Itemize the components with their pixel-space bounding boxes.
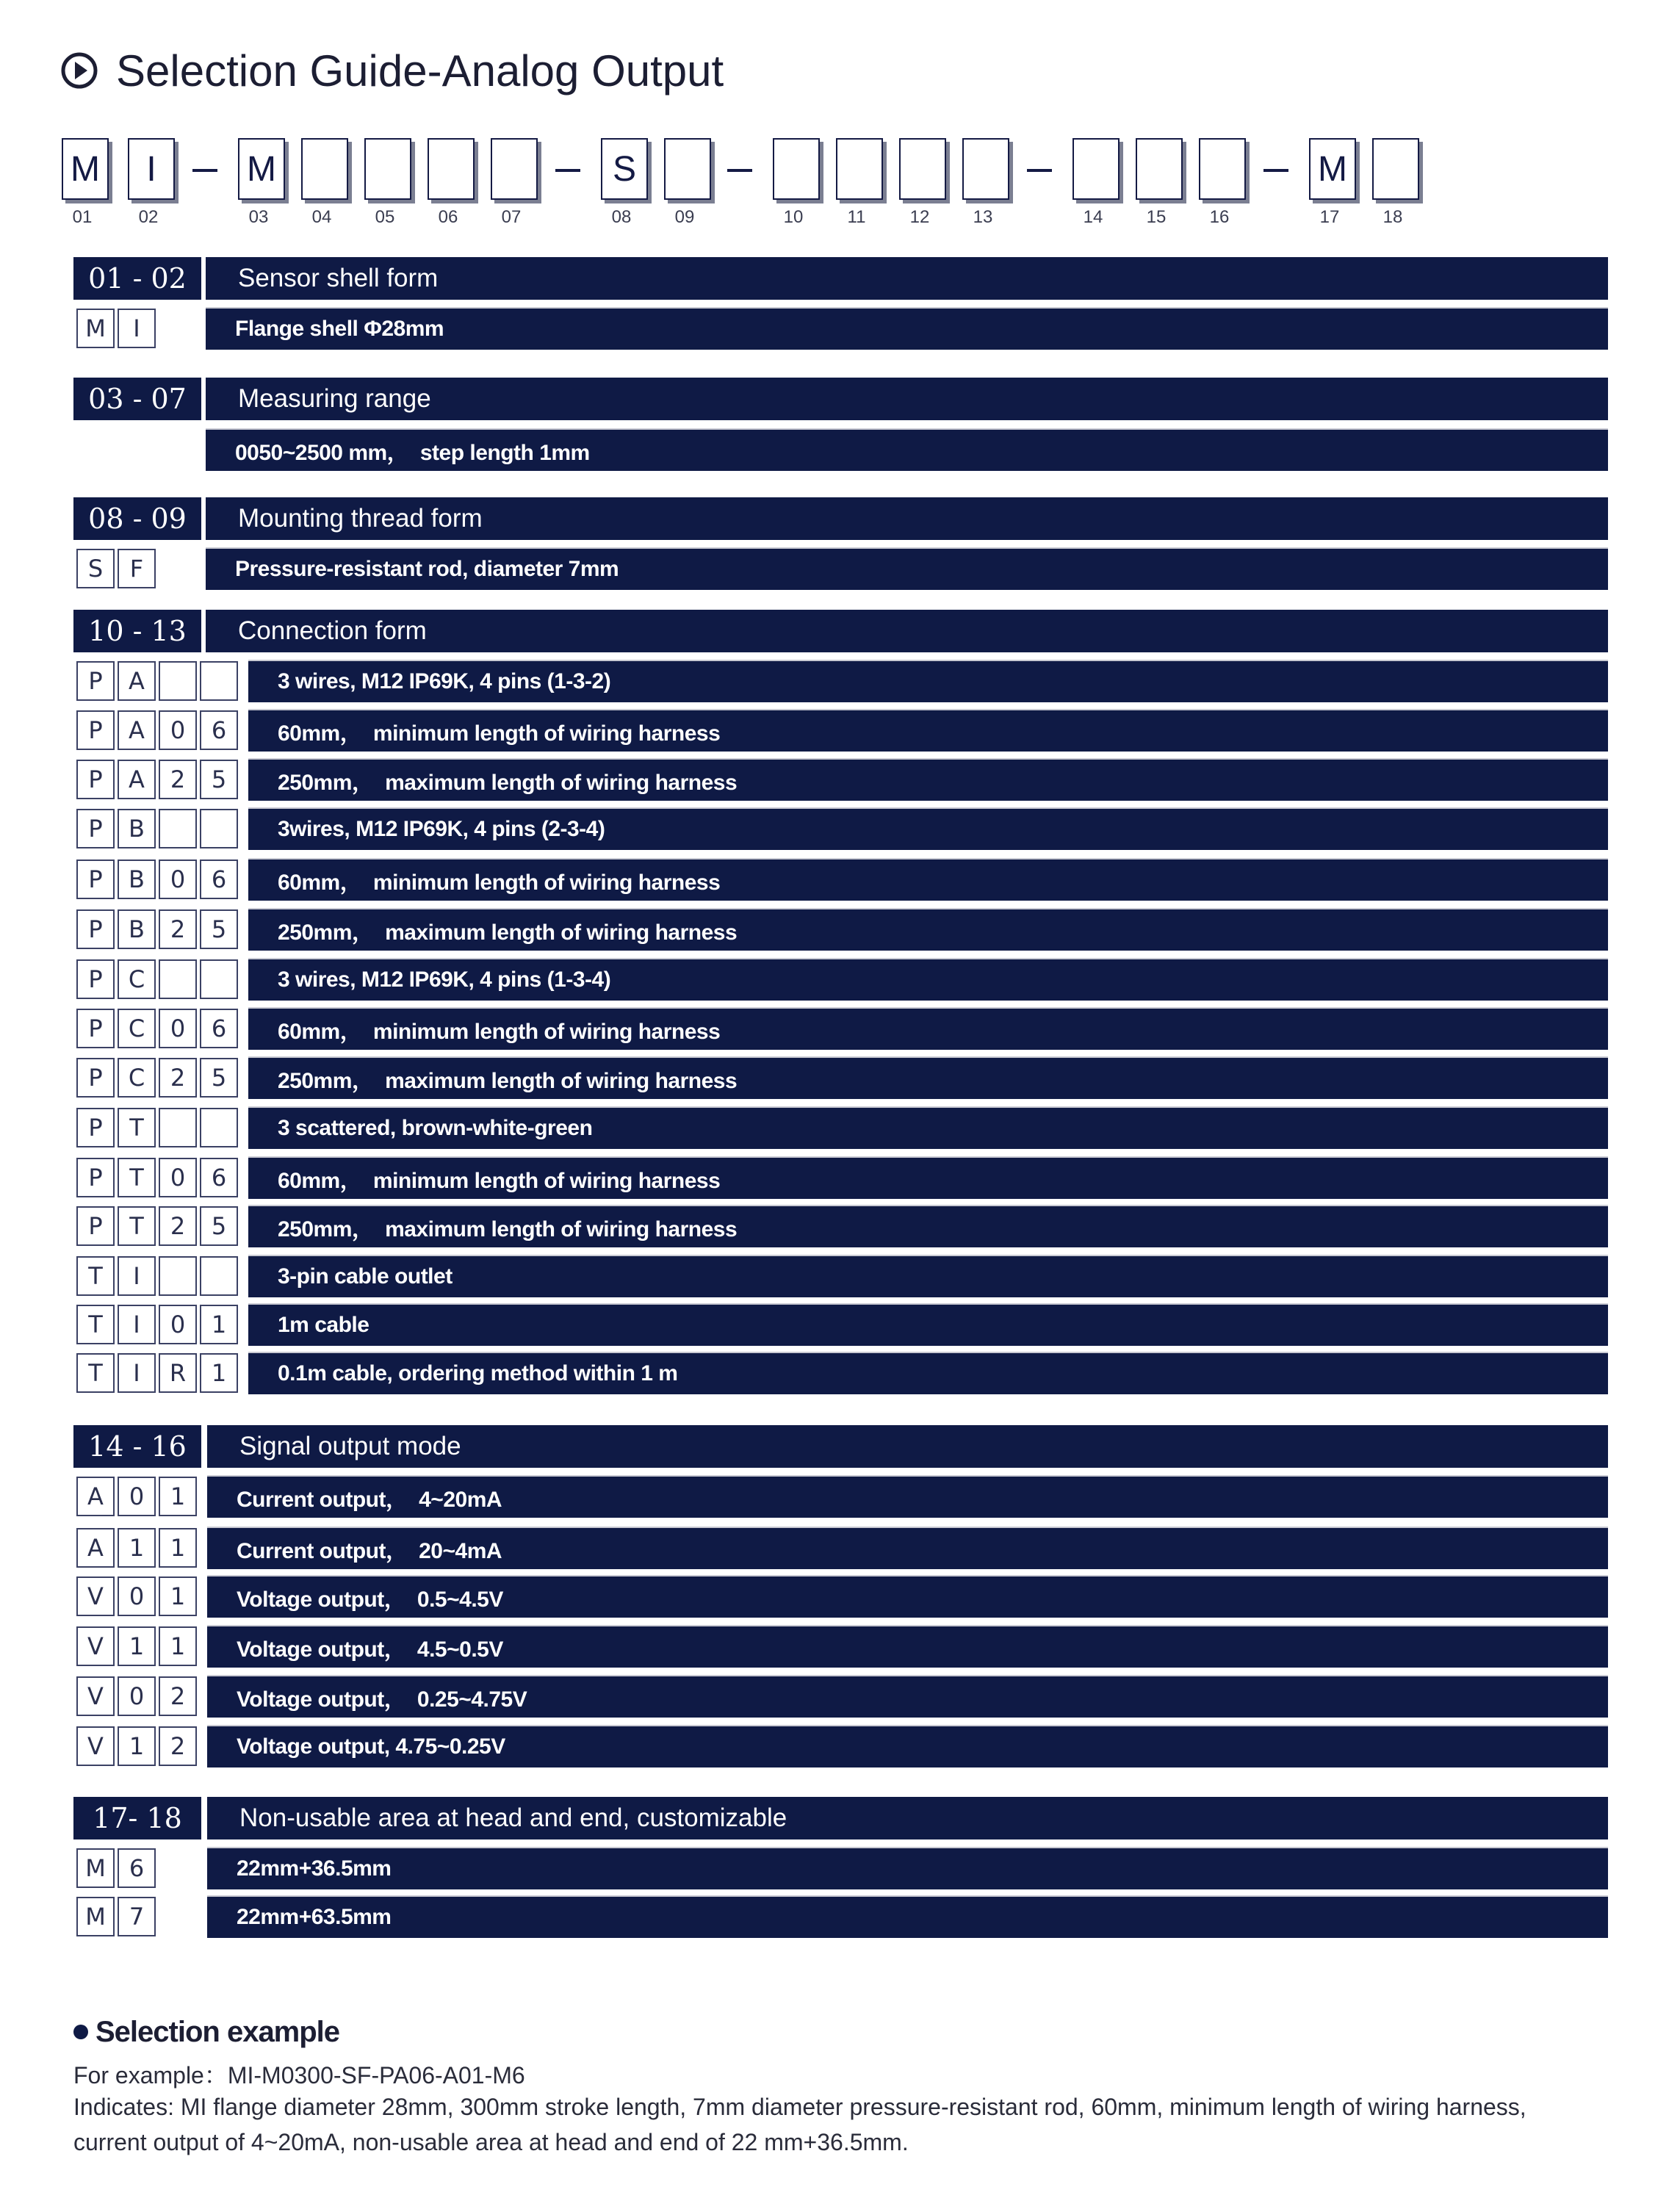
option-description: Pressure-resistant rod, diameter 7mm — [206, 547, 1608, 590]
code-position-number: 10 — [783, 207, 804, 227]
code-position-box: M — [1309, 138, 1356, 200]
option-description: 250mm， maximum length of wiring harness — [248, 1205, 1608, 1247]
option-code-char: T — [118, 1206, 156, 1246]
option-code-char: 2 — [159, 760, 197, 799]
option-description: 1m cable — [248, 1303, 1608, 1346]
option-code-char: M — [76, 1848, 115, 1888]
option-code — [76, 1158, 241, 1197]
option-code — [76, 1256, 241, 1296]
code-position-box — [364, 138, 411, 200]
option-code-char: A — [118, 760, 156, 799]
option-code-char: P — [76, 1108, 115, 1147]
option-code-char: P — [76, 710, 115, 750]
option-code-char — [200, 809, 238, 848]
option-code-char: 2 — [159, 1726, 197, 1766]
code-separator-dash — [1027, 169, 1052, 172]
option-description: Flange shell Φ28mm — [206, 307, 1608, 350]
option-code-char: I — [118, 1305, 156, 1344]
code-position-box — [1072, 138, 1120, 200]
option-description: Current output， 4~20mA — [207, 1475, 1608, 1518]
option-code-char — [159, 1256, 197, 1296]
option-code-char: C — [118, 1009, 156, 1048]
option-code-char: M — [76, 1897, 115, 1936]
option-description: 22mm+36.5mm — [207, 1847, 1608, 1889]
code-position-number: 12 — [909, 207, 930, 227]
option-code — [76, 1897, 159, 1936]
option-code — [76, 959, 241, 999]
option-code-char: 2 — [159, 1676, 197, 1716]
page-title: Selection Guide-Analog Output — [116, 46, 724, 96]
option-code — [76, 1626, 200, 1666]
option-code-char: 0 — [159, 710, 197, 750]
option-code-char: P — [76, 1058, 115, 1098]
option-code — [76, 1477, 200, 1516]
option-description: 3 wires, M12 IP69K, 4 pins (1-3-4) — [248, 958, 1608, 1001]
option-code-char — [200, 1108, 238, 1147]
option-code — [76, 1108, 241, 1147]
option-code-char: 0 — [159, 1009, 197, 1048]
option-code-char: C — [118, 959, 156, 999]
option-code — [76, 1528, 200, 1568]
option-code — [76, 909, 241, 949]
option-description: 250mm， maximum length of wiring harness — [248, 908, 1608, 951]
code-position-box — [773, 138, 820, 200]
option-code-char: A — [76, 1477, 115, 1516]
option-code-char: 0 — [118, 1477, 156, 1516]
selection-example-heading — [73, 2011, 339, 2053]
code-position-box: M — [62, 138, 109, 200]
code-position-box: S — [601, 138, 648, 200]
code-position-box — [962, 138, 1009, 200]
option-code-char: 1 — [200, 1353, 238, 1393]
option-code-char: 6 — [200, 710, 238, 750]
option-code-char: T — [76, 1353, 115, 1393]
option-code — [76, 549, 159, 588]
option-code-char: 5 — [200, 1058, 238, 1098]
code-position-number: 16 — [1209, 207, 1230, 227]
code-separator-dash — [192, 169, 217, 172]
option-code — [76, 1206, 241, 1246]
option-code-char: A — [76, 1528, 115, 1568]
option-code — [76, 1676, 200, 1716]
code-position-box: M — [238, 138, 285, 200]
option-code-char: 1 — [200, 1305, 238, 1344]
section-title: Non-usable area at head and end, customizable — [207, 1797, 1608, 1839]
option-code-char — [200, 1256, 238, 1296]
option-code — [76, 1848, 159, 1888]
option-code — [76, 1576, 200, 1616]
code-position-box — [836, 138, 883, 200]
code-separator-dash — [727, 169, 752, 172]
code-separator-dash — [1263, 169, 1288, 172]
option-code-char: T — [76, 1256, 115, 1296]
section-range-label: 03 - 07 — [73, 378, 201, 420]
bullet-icon — [73, 2025, 88, 2039]
section-title: Mounting thread form — [206, 497, 1608, 540]
code-position-number: 05 — [375, 207, 395, 227]
code-position-number: 11 — [847, 207, 866, 227]
option-code-char — [200, 661, 238, 701]
option-code-char: 6 — [200, 1009, 238, 1048]
option-description: 60mm， minimum length of wiring harness — [248, 709, 1608, 752]
code-position-number: 04 — [311, 207, 332, 227]
code-position-box — [1199, 138, 1246, 200]
option-code-char — [159, 809, 197, 848]
code-position-number: 18 — [1382, 207, 1403, 227]
option-description: 22mm+63.5mm — [207, 1895, 1608, 1938]
option-description: 250mm， maximum length of wiring harness — [248, 758, 1608, 801]
code-position-box — [301, 138, 348, 200]
option-code-char: V — [76, 1676, 115, 1716]
code-position-number: 06 — [438, 207, 458, 227]
option-code-char: 7 — [118, 1897, 156, 1936]
option-code-char: S — [76, 549, 115, 588]
option-description: 60mm， minimum length of wiring harness — [248, 1007, 1608, 1050]
option-code-char: T — [118, 1108, 156, 1147]
option-code — [76, 1726, 200, 1766]
option-code-char: 1 — [118, 1626, 156, 1666]
code-position-number: 03 — [248, 207, 269, 227]
option-code-char: P — [76, 909, 115, 949]
code-separator-dash — [555, 169, 580, 172]
code-position-box — [428, 138, 475, 200]
option-code — [76, 710, 241, 750]
option-code-char: V — [76, 1726, 115, 1766]
option-code-char: 5 — [200, 909, 238, 949]
option-code-char: 5 — [200, 760, 238, 799]
option-code-char: P — [76, 661, 115, 701]
option-code — [76, 309, 159, 348]
option-code-char: B — [118, 809, 156, 848]
option-description: 3 wires, M12 IP69K, 4 pins (1-3-2) — [248, 660, 1608, 702]
option-description: 3wires, M12 IP69K, 4 pins (2-3-4) — [248, 807, 1608, 850]
option-code-char: 2 — [159, 1058, 197, 1098]
option-code-char: 0 — [159, 1305, 197, 1344]
code-position-box: I — [128, 138, 175, 200]
option-code-char: 0 — [159, 860, 197, 899]
section-range-label: 01 - 02 — [73, 257, 201, 300]
option-code-char: F — [118, 549, 156, 588]
option-code-char: A — [118, 710, 156, 750]
page-header — [60, 43, 724, 98]
option-code-char: V — [76, 1576, 115, 1616]
option-code-char: 0 — [159, 1158, 197, 1197]
option-code-char: I — [118, 1256, 156, 1296]
option-code-char: P — [76, 809, 115, 848]
option-code-char: M — [76, 309, 115, 348]
code-position-number: 17 — [1319, 207, 1340, 227]
option-code-char: V — [76, 1626, 115, 1666]
option-code — [76, 661, 241, 701]
section-title: Connection form — [206, 610, 1608, 652]
option-description: Current output， 20~4mA — [207, 1527, 1608, 1569]
option-code-char — [159, 1108, 197, 1147]
option-code-char — [200, 959, 238, 999]
option-code-char: 5 — [200, 1206, 238, 1246]
option-description: 60mm， minimum length of wiring harness — [248, 1156, 1608, 1199]
option-code — [76, 1305, 241, 1344]
option-code-char: P — [76, 760, 115, 799]
section-range-label: 14 - 16 — [73, 1425, 201, 1468]
option-code-char: 6 — [118, 1848, 156, 1888]
section-range-label: 08 - 09 — [73, 497, 201, 540]
section-title: Signal output mode — [207, 1425, 1608, 1468]
option-code-char: I — [118, 309, 156, 348]
option-description: Voltage output， 0.5~4.5V — [207, 1575, 1608, 1618]
option-description: Voltage output， 4.5~0.5V — [207, 1625, 1608, 1668]
code-position-box — [664, 138, 711, 200]
selection-example-title: Selection example — [95, 2015, 340, 2048]
code-position-number: 15 — [1146, 207, 1167, 227]
option-code-char: R — [159, 1353, 197, 1393]
option-code-char: 1 — [159, 1576, 197, 1616]
option-code-char: P — [76, 1009, 115, 1048]
example-line: Indicates: MI flange diameter 28mm, 300mm stroke length, 7mm diameter pressure-resistant rod, 60mm, minimum length of wiring harness, — [73, 2094, 1526, 2120]
option-code-char: 6 — [200, 860, 238, 899]
code-position-number: 07 — [501, 207, 522, 227]
option-code-char: T — [118, 1158, 156, 1197]
option-code-char — [159, 661, 197, 701]
option-code-char: P — [76, 860, 115, 899]
code-position-number: 02 — [138, 207, 159, 227]
code-position-box — [899, 138, 946, 200]
code-position-number: 09 — [674, 207, 695, 227]
option-code-char — [159, 959, 197, 999]
option-code-char: 6 — [200, 1158, 238, 1197]
example-line: For example：MI-M0300-SF-PA06-A01-M6 — [73, 2062, 525, 2089]
option-code-char: 1 — [118, 1726, 156, 1766]
option-description: Voltage output, 4.75~0.25V — [207, 1725, 1608, 1767]
option-description: 0050~2500 mm， step length 1mm — [206, 428, 1608, 471]
option-code-char: P — [76, 1158, 115, 1197]
option-description: Voltage output， 0.25~4.75V — [207, 1675, 1608, 1718]
option-code-char: P — [76, 1206, 115, 1246]
section-range-label: 10 - 13 — [73, 610, 201, 652]
option-code-char: 1 — [118, 1528, 156, 1568]
option-code-char: 1 — [159, 1626, 197, 1666]
section-range-label: 17- 18 — [73, 1797, 201, 1839]
option-code-char: 0 — [118, 1576, 156, 1616]
option-code — [76, 1058, 241, 1098]
option-code-char: I — [118, 1353, 156, 1393]
option-code-char: C — [118, 1058, 156, 1098]
option-code-char: P — [76, 959, 115, 999]
play-circle-icon — [60, 51, 98, 90]
option-description: 3-pin cable outlet — [248, 1255, 1608, 1297]
option-code-char: A — [118, 661, 156, 701]
code-position-number: 01 — [72, 207, 93, 227]
option-code-char: 2 — [159, 1206, 197, 1246]
option-code-char: B — [118, 909, 156, 949]
example-line: current output of 4~20mA, non-usable area at head and end of 22 mm+36.5mm. — [73, 2129, 909, 2155]
option-code — [76, 1009, 241, 1048]
option-code — [76, 860, 241, 899]
option-description: 0.1m cable, ordering method within 1 m — [248, 1352, 1608, 1394]
option-code — [76, 809, 241, 848]
code-position-box — [491, 138, 538, 200]
option-code — [76, 760, 241, 799]
option-code — [76, 1353, 241, 1393]
option-description: 250mm， maximum length of wiring harness — [248, 1056, 1608, 1099]
option-code-char: 1 — [159, 1477, 197, 1516]
code-position-box — [1136, 138, 1183, 200]
option-code-char: 1 — [159, 1528, 197, 1568]
code-position-number: 08 — [611, 207, 632, 227]
code-position-number: 14 — [1083, 207, 1103, 227]
code-position-box — [1372, 138, 1419, 200]
code-position-number: 13 — [973, 207, 993, 227]
option-code-char: B — [118, 860, 156, 899]
option-description: 60mm， minimum length of wiring harness — [248, 858, 1608, 901]
section-title: Sensor shell form — [206, 257, 1608, 300]
option-code-char: 0 — [118, 1676, 156, 1716]
option-description: 3 scattered, brown-white-green — [248, 1106, 1608, 1149]
section-title: Measuring range — [206, 378, 1608, 420]
option-code-char: 2 — [159, 909, 197, 949]
option-code-char: T — [76, 1305, 115, 1344]
